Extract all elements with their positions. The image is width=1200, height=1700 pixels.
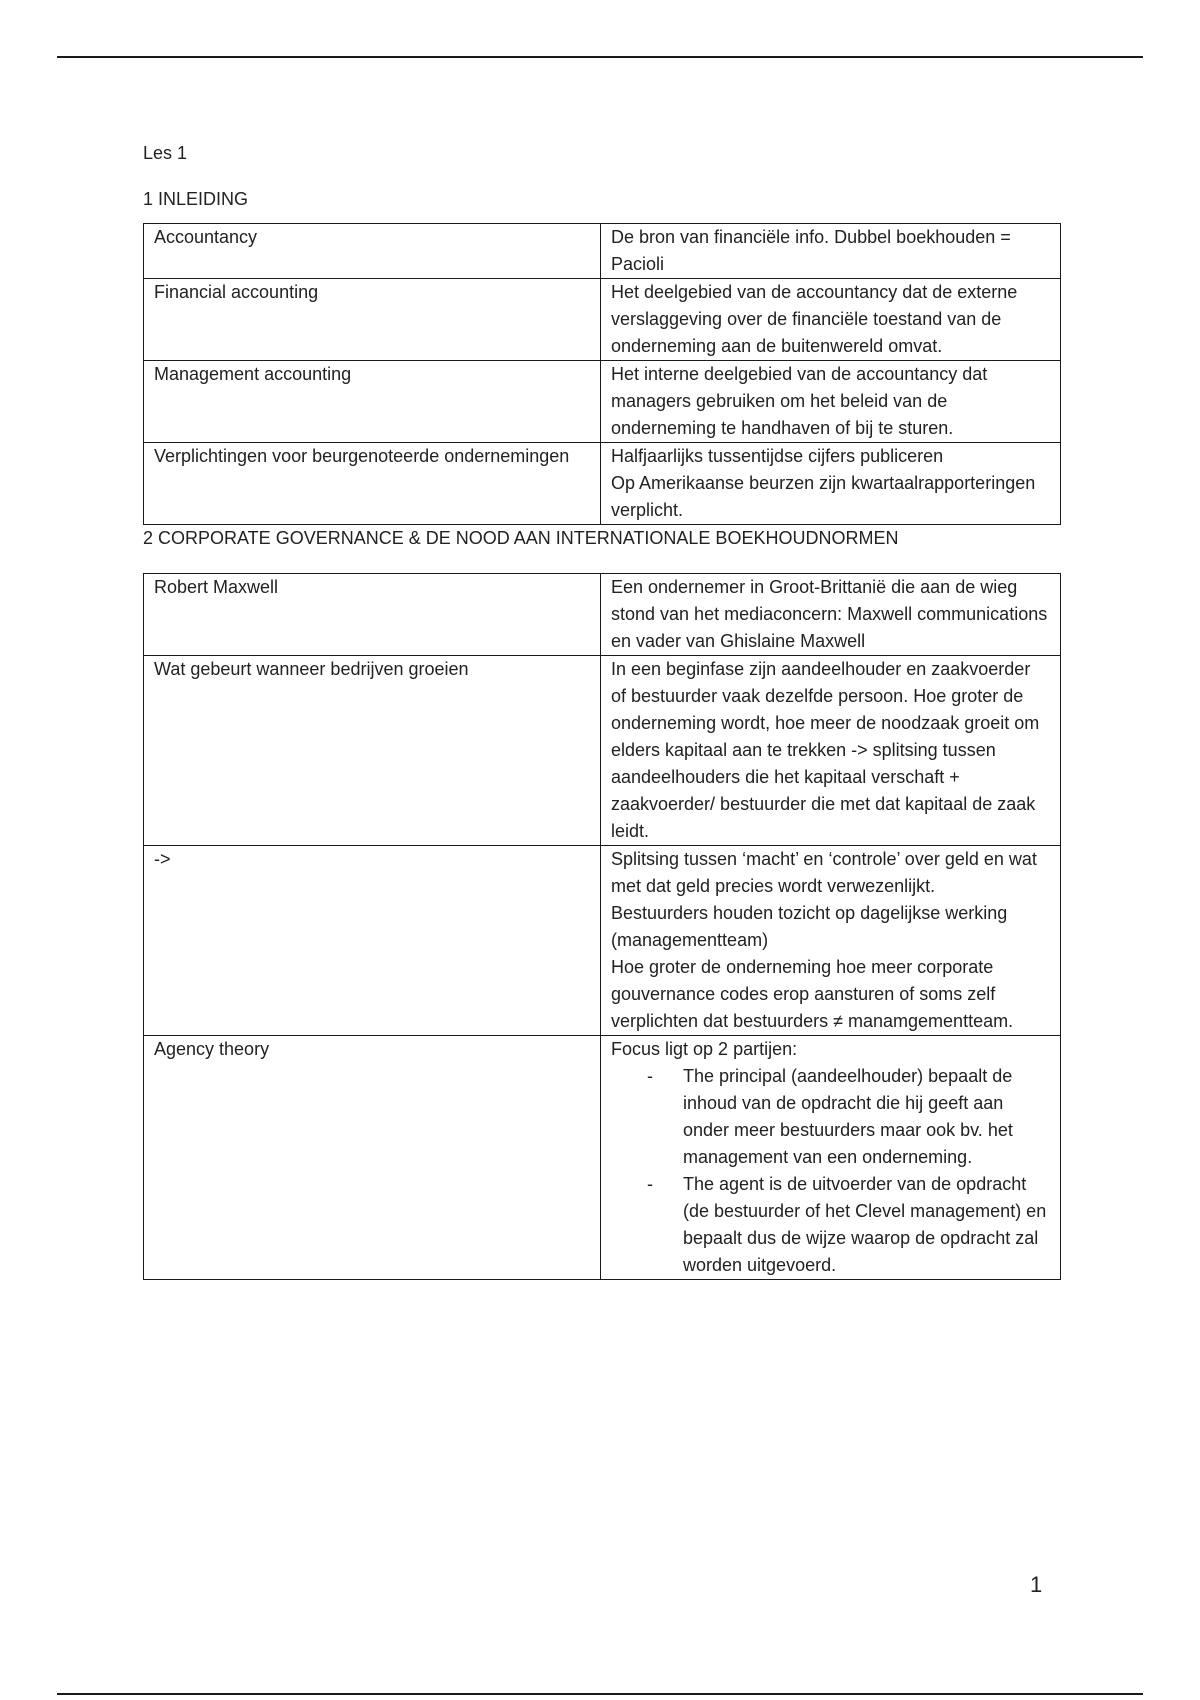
definition-cell: In een beginfase zijn aandeelhouder en zaakvoerder of bestuurder vaak dezelfde persoon. Hoe groter de onderneming wordt, hoe meer de noodzaak groeit om elders kapitaal aan te trekken -> splitsing tussen aandeelhouders die het kapitaal verschaft + zaakvoerder/ bestuurder die met dat kapitaal de zaak leidt.	[601, 656, 1061, 846]
term-cell: Management accounting	[144, 361, 601, 443]
footer-rule	[57, 1693, 1143, 1695]
list-item: - The principal (aandeelhouder) bepaalt de inhoud van de opdracht die hij geeft aan onder meer bestuurders maar ook bv. het management van een onderneming.	[683, 1063, 1050, 1171]
definition-cell: De bron van financiële info. Dubbel boekhouden = Pacioli	[601, 224, 1061, 279]
definition-cell: Een ondernemer in Groot-Brittanië die aan de wieg stond van het mediaconcern: Maxwell communications en vader van Ghislaine Maxwell	[601, 574, 1061, 656]
list-item: - The agent is de uitvoerder van de opdracht (de bestuurder of het Clevel management) en bepaalt dus de wijze waarop de opdracht zal worden uitgevoerd.	[683, 1171, 1050, 1279]
document-body	[143, 140, 1061, 1280]
section-heading-inleiding: 1 INLEIDING	[143, 189, 249, 209]
page-number: 1	[1030, 1572, 1043, 1597]
definition-cell: Het deelgebied van de accountancy dat de externe verslaggeving over de financiële toestand van de onderneming aan de buitenwereld omvat.	[601, 279, 1061, 361]
definition-cell	[601, 1036, 1061, 1280]
term-cell: Wat gebeurt wanneer bedrijven groeien	[144, 656, 601, 846]
definition-line: Splitsing tussen ‘macht’ en ‘controle’ over geld en wat met dat geld precies wordt verwezenlijkt.	[611, 849, 1037, 896]
header-rule	[57, 56, 1143, 58]
lesson-title: Les 1	[143, 143, 188, 163]
table-row	[144, 224, 1061, 279]
table-row	[144, 656, 1061, 846]
definition-line: Op Amerikaanse beurzen zijn kwartaalrapporteringen verplicht.	[611, 473, 1036, 520]
table-row	[144, 443, 1061, 525]
table-row	[144, 574, 1061, 656]
definitions-table-inleiding	[143, 223, 1061, 525]
term-cell: Accountancy	[144, 224, 601, 279]
definition-bullet-list	[611, 1063, 1050, 1279]
table-row	[144, 361, 1061, 443]
term-cell: Verplichtingen voor beurgenoteerde ondernemingen	[144, 443, 601, 525]
table-row	[144, 1036, 1061, 1280]
definition-line: Halfjaarlijks tussentijdse cijfers publiceren	[611, 446, 944, 466]
term-cell: Financial accounting	[144, 279, 601, 361]
term-cell: Agency theory	[144, 1036, 601, 1280]
section-heading-corporate-governance: 2 CORPORATE GOVERNANCE & DE NOOD AAN INTERNATIONALE BOEKHOUDNORMEN	[143, 528, 899, 548]
term-cell: Robert Maxwell	[144, 574, 601, 656]
definitions-table-corporate-governance	[143, 573, 1061, 1280]
definition-line: Bestuurders houden tozicht op dagelijkse werking (managementteam)	[611, 903, 1008, 950]
table-row	[144, 279, 1061, 361]
table-row	[144, 846, 1061, 1036]
term-cell: ->	[144, 846, 601, 1036]
definition-cell: Het interne deelgebied van de accountancy dat managers gebruiken om het beleid van de onderneming te handhaven of bij te sturen.	[601, 361, 1061, 443]
definition-intro: Focus ligt op 2 partijen:	[611, 1039, 798, 1059]
definition-line: Hoe groter de onderneming hoe meer corporate gouvernance codes erop aansturen of soms zelf verplichten dat bestuurders ≠ manamgementteam.	[611, 957, 1014, 1031]
definition-cell	[601, 443, 1061, 525]
definition-cell	[601, 846, 1061, 1036]
